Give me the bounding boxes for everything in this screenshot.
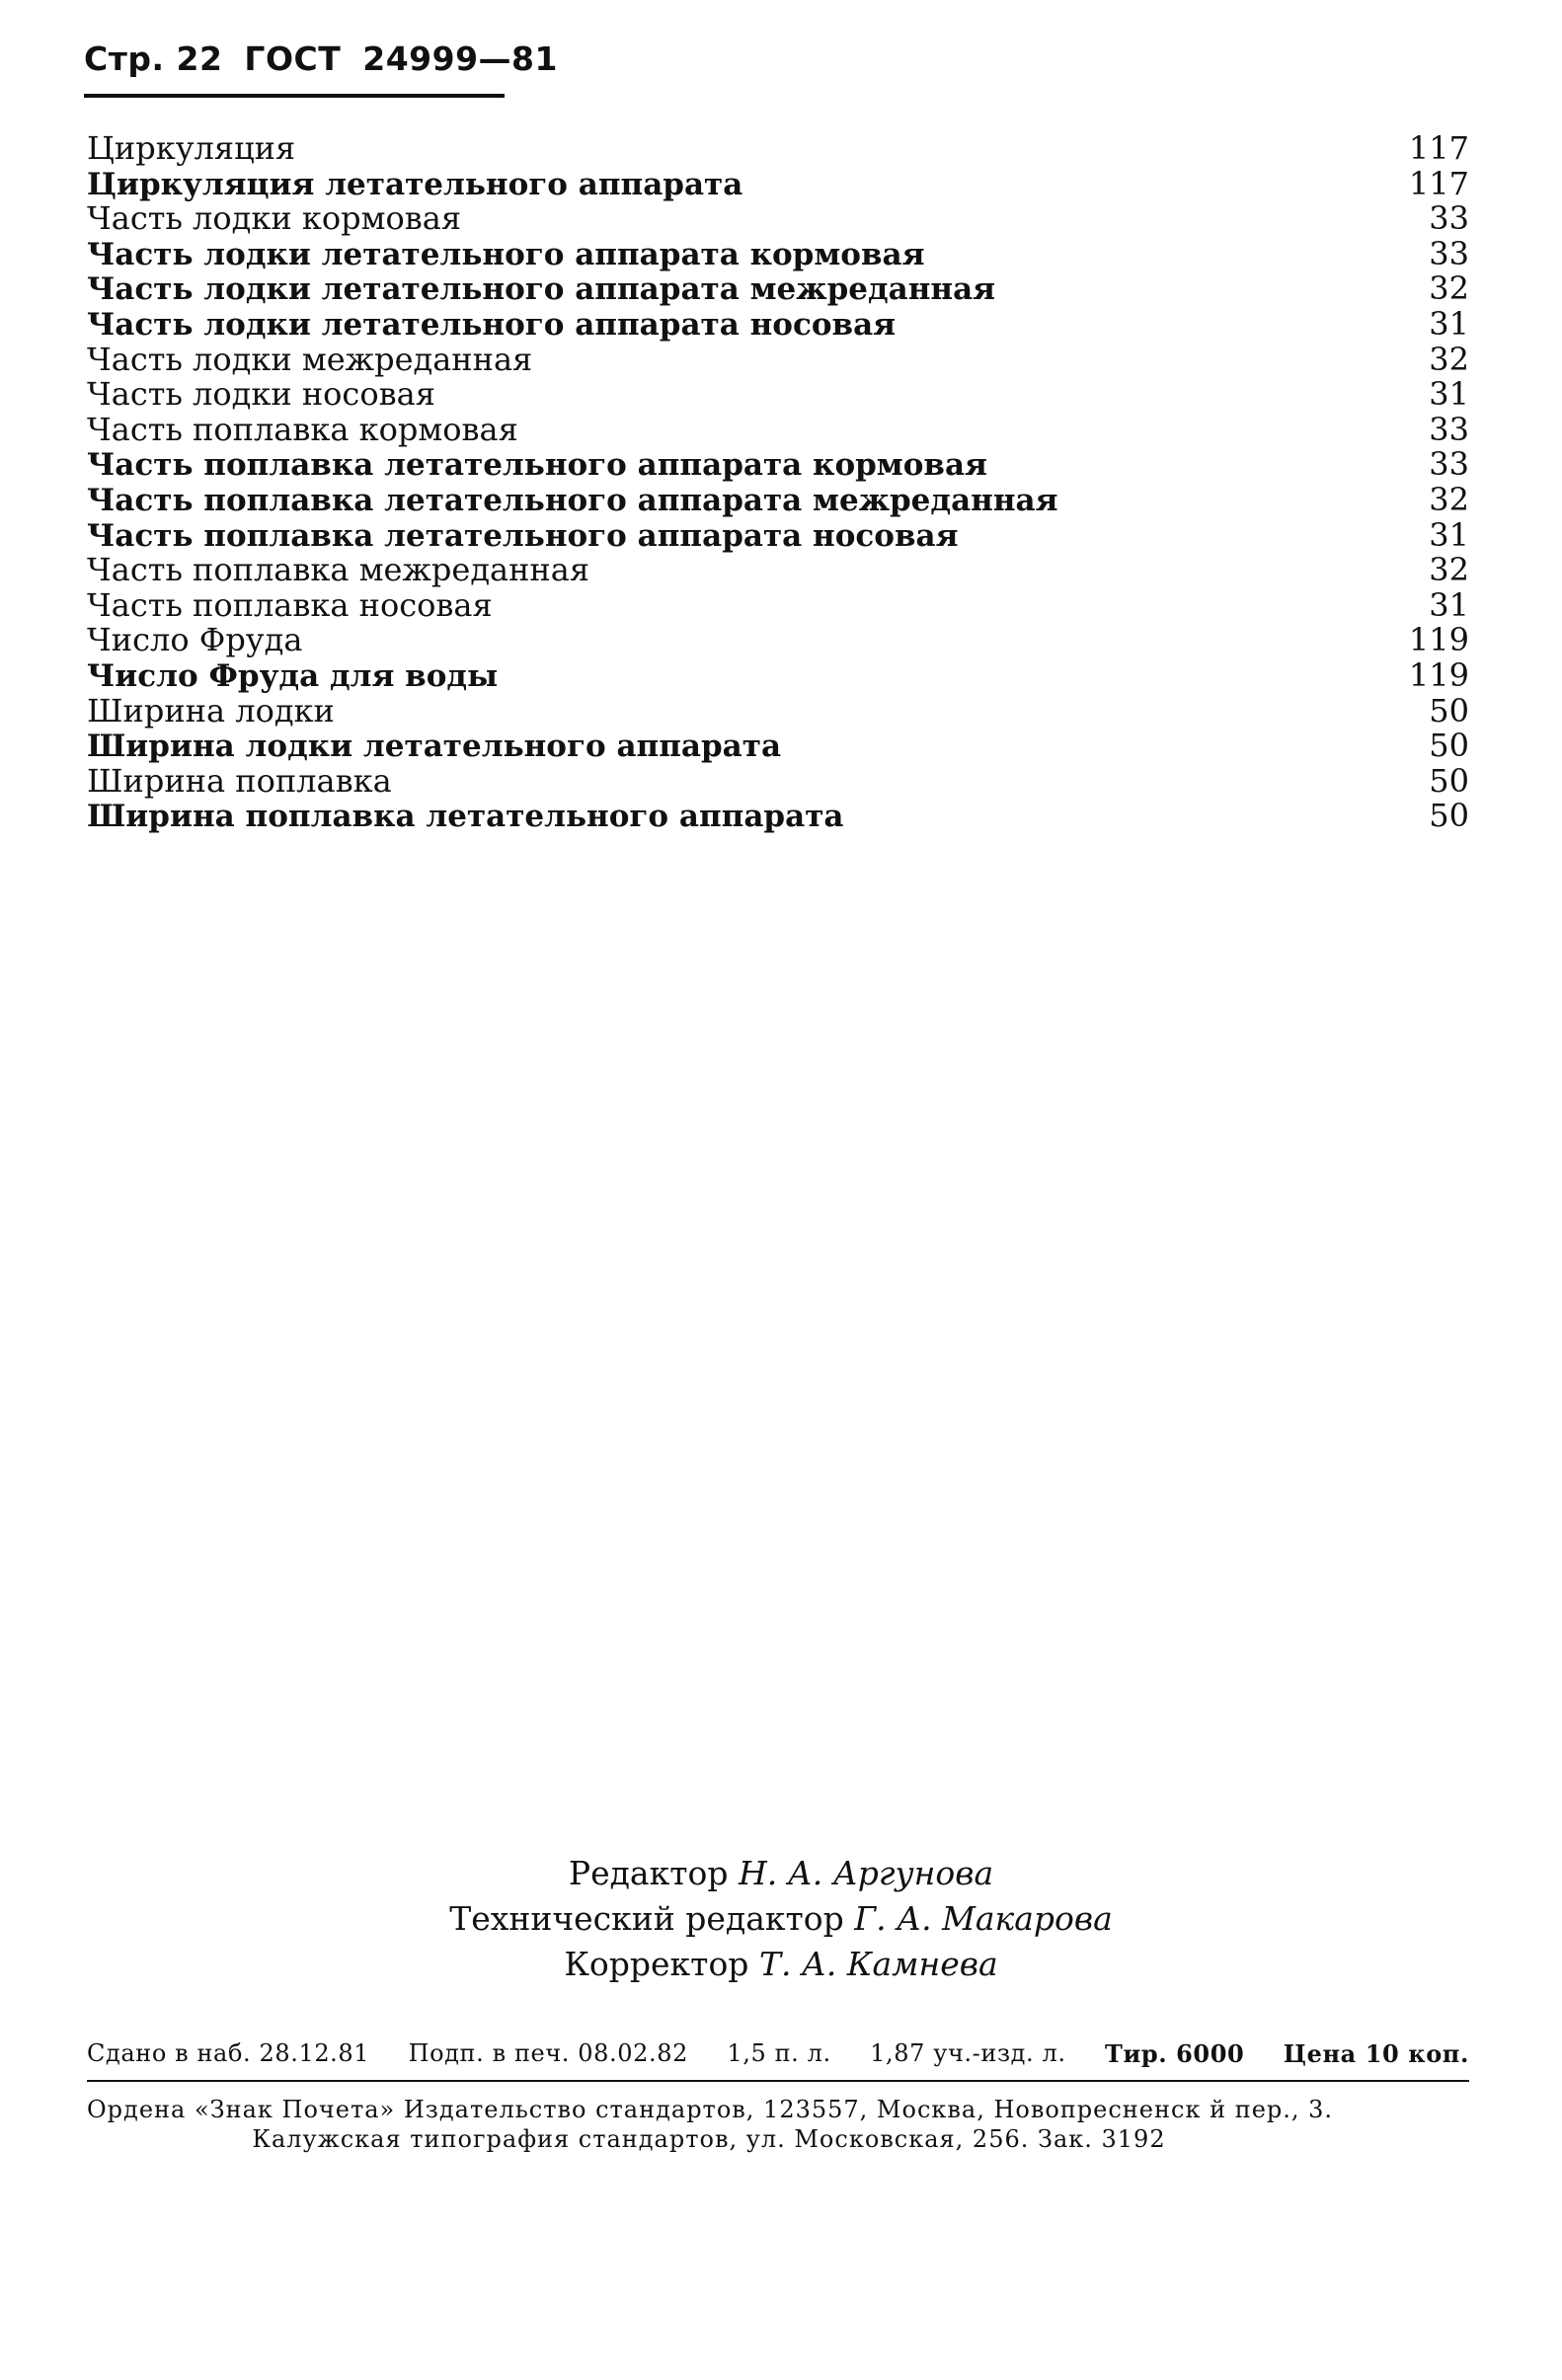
index-term: Часть поплавка межреданная <box>87 551 590 589</box>
index-term: Часть лодки носовая <box>87 375 435 414</box>
index-page-number: 31 <box>1429 375 1469 414</box>
credit-role: Технический редактор <box>449 1899 844 1938</box>
index-entry <box>87 201 1469 237</box>
standard-number: 24999—81 <box>362 39 558 78</box>
header-rule <box>84 94 505 98</box>
signed-date: Подп. в печ. 08.02.82 <box>408 2039 688 2067</box>
printer-line: Калужская типография стандартов, ул. Московская, 256. Зак. 3192 <box>252 2125 1166 2153</box>
index-page-number: 33 <box>1429 445 1469 484</box>
imprint-rule <box>87 2080 1469 2082</box>
index-entry <box>87 410 1469 448</box>
index-term: Ширина лодки летательного аппарата <box>87 729 782 765</box>
index-entry <box>87 271 1469 307</box>
index-page-number: 119 <box>1408 621 1469 659</box>
edit-sheets: 1,87 уч.-изд. л. <box>870 2039 1066 2067</box>
index-page-number: 50 <box>1429 691 1469 729</box>
index-term: Часть поплавка летательного аппарата кормовая <box>87 447 987 484</box>
index-page-number: 50 <box>1429 727 1469 765</box>
price: Цена 10 коп. <box>1283 2039 1469 2068</box>
index-entry <box>87 234 1469 272</box>
print-details <box>87 2039 1469 2068</box>
index-entry <box>87 447 1469 483</box>
index-entry <box>87 585 1469 624</box>
index-term: Часть лодки межреданная <box>87 340 533 378</box>
index-entry <box>87 761 1469 800</box>
index-entry <box>87 480 1469 518</box>
index-term: Часть лодки летательного аппарата межреданная <box>87 271 996 308</box>
index-entry <box>87 164 1469 202</box>
publisher-line: Ордена «Знак Почета» Издательство стандартов, 123557, Москва, Новопресненск й пер., 3. <box>87 2096 1334 2123</box>
index-page-number: 117 <box>1408 129 1469 167</box>
index-term: Часть лодки кормовая <box>87 199 462 238</box>
index-page-number: 33 <box>1429 199 1469 238</box>
index-term: Часть поплавка носовая <box>87 585 493 624</box>
index-entry <box>87 655 1469 694</box>
index-page-number: 50 <box>1429 797 1469 835</box>
index-page-number: 32 <box>1429 340 1469 378</box>
index-page-number: 31 <box>1429 304 1469 343</box>
credit-role: Корректор <box>564 1945 749 1983</box>
index-page-number: 119 <box>1408 655 1469 694</box>
credits <box>0 1851 1562 1987</box>
index-entry <box>87 377 1469 413</box>
index-term: Часть поплавка летательного аппарата носовая <box>87 517 959 554</box>
index-entry <box>87 340 1469 378</box>
index-entry <box>87 515 1469 554</box>
credit-name: Н. А. Аргунова <box>738 1854 994 1892</box>
publisher-info <box>87 2095 1469 2154</box>
index-term: Ширина поплавка <box>87 761 392 800</box>
print-run: Тир. 6000 <box>1104 2039 1245 2068</box>
index-page-number: 31 <box>1429 585 1469 624</box>
index-term: Число Фруда <box>87 621 303 659</box>
index-term: Ширина лодки <box>87 691 335 729</box>
index-term: Часть лодки летательного аппарата кормовая <box>87 236 925 272</box>
index-term: Циркуляция летательного аппарата <box>87 166 743 202</box>
index-entry <box>87 304 1469 343</box>
index-page-number: 50 <box>1429 761 1469 800</box>
index-term: Ширина поплавка летательного аппарата <box>87 799 844 835</box>
credit-role: Редактор <box>568 1854 729 1892</box>
index-page-number: 32 <box>1429 480 1469 518</box>
index-term: Циркуляция <box>87 129 296 167</box>
index-entry <box>87 799 1469 834</box>
page-number: Стр. 22 <box>84 39 223 78</box>
index-entry <box>87 691 1469 729</box>
submitted-date: Сдано в наб. 28.12.81 <box>87 2039 370 2067</box>
credit-editor <box>0 1851 1562 1896</box>
index-page-number: 32 <box>1429 269 1469 308</box>
index-entry <box>87 553 1469 588</box>
index-term: Часть лодки летательного аппарата носовая <box>87 306 897 343</box>
index-page-number: 33 <box>1429 234 1469 272</box>
term-index <box>87 131 1469 834</box>
index-entry <box>87 623 1469 658</box>
print-sheets: 1,5 п. л. <box>727 2039 831 2067</box>
index-entry <box>87 729 1469 764</box>
page-header <box>84 39 568 78</box>
credit-name: Т. А. Камнева <box>758 1945 998 1983</box>
index-term: Число Фруда для воды <box>87 657 499 694</box>
index-page-number: 33 <box>1429 410 1469 448</box>
index-page-number: 31 <box>1429 515 1469 554</box>
credit-tech-editor <box>0 1896 1562 1942</box>
index-page-number: 32 <box>1429 551 1469 589</box>
credit-proofreader <box>0 1942 1562 1987</box>
credit-name: Г. А. Макарова <box>854 1899 1113 1938</box>
index-term: Часть поплавка кормовая <box>87 410 518 448</box>
standard-label: ГОСТ <box>244 39 342 78</box>
index-entry <box>87 131 1469 167</box>
index-term: Часть поплавка летательного аппарата межреданная <box>87 482 1058 518</box>
index-page-number: 117 <box>1408 164 1469 202</box>
